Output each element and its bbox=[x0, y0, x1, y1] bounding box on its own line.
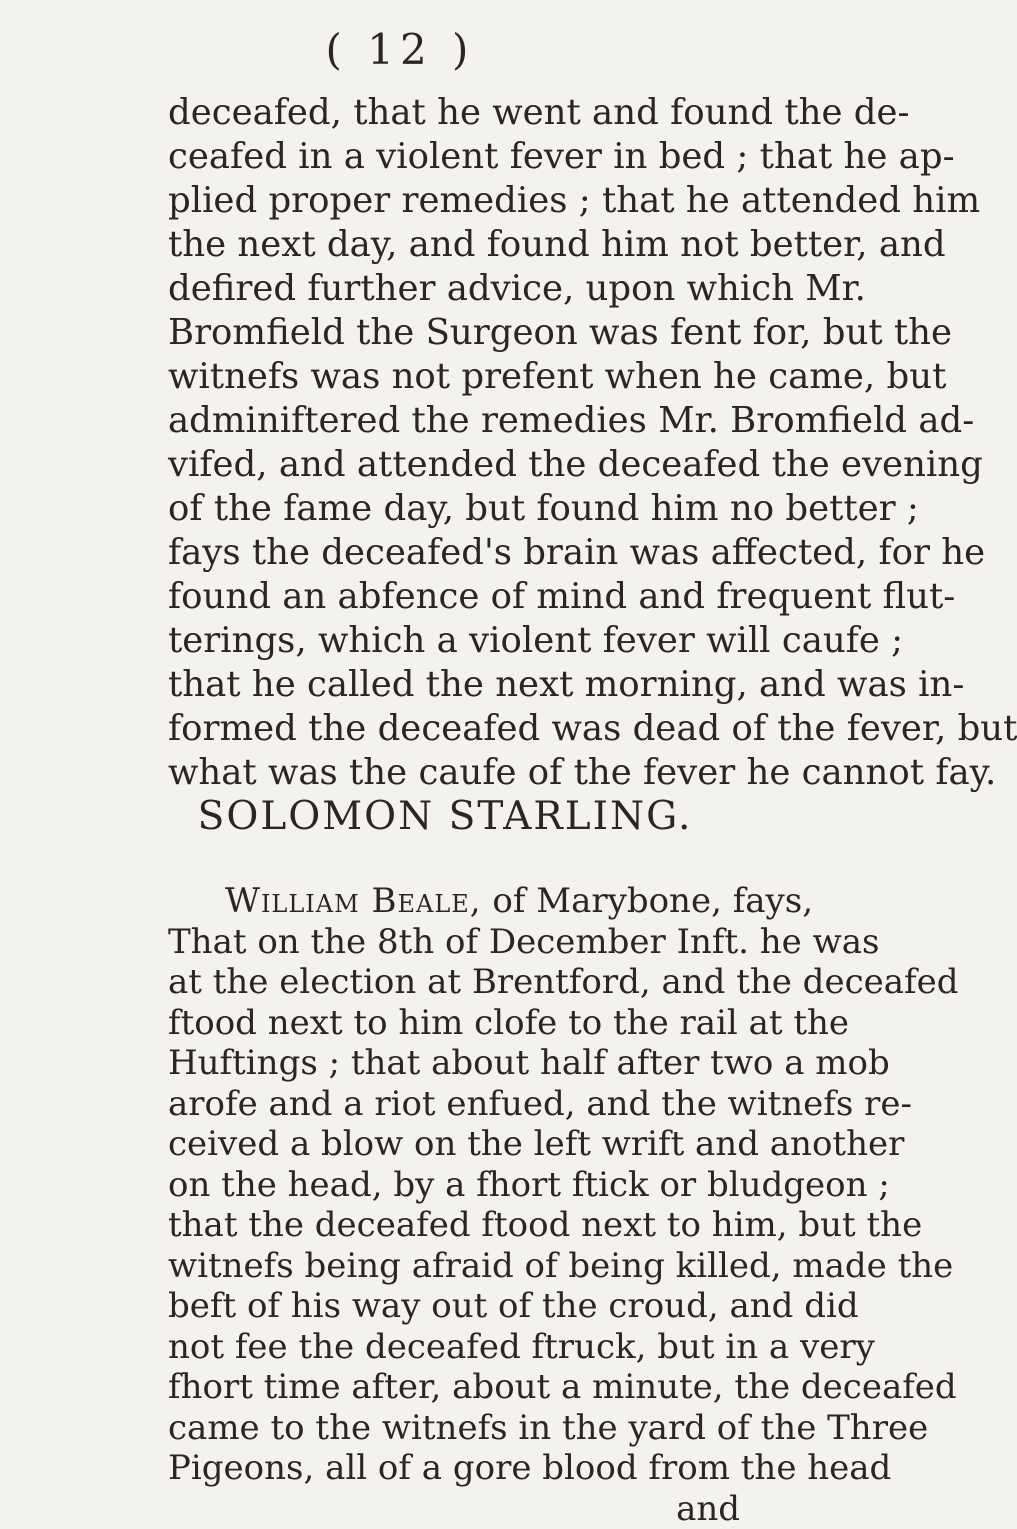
text-line: plied proper remedies ; that he attended him bbox=[168, 180, 981, 221]
text-line: found an abfence of mind and frequent flut- bbox=[168, 576, 956, 617]
text-line: that he called the next morning, and was in- bbox=[168, 664, 965, 705]
text-line: at the election at Brentford, and the deceafed bbox=[168, 962, 959, 1002]
text-line: ceafed in a violent fever in bed ; that he ap- bbox=[168, 136, 955, 177]
text-line: terings, which a violent fever will caufe ; bbox=[168, 620, 904, 661]
text-span: of Marybone, fays, bbox=[481, 881, 814, 921]
text-line: not fee the deceafed ftruck, but in a very bbox=[168, 1326, 875, 1367]
text-line: That on the 8th of December Inft. he was bbox=[168, 921, 880, 962]
text-line: arofe and a riot enfued, and the witnefs re- bbox=[168, 1083, 912, 1124]
text-line: fhort time after, about a minute, the deceafed bbox=[168, 1367, 957, 1407]
text-line: deceafed, that he went and found the de- bbox=[168, 92, 910, 133]
text-line: vifed, and attended the deceafed the evening bbox=[168, 444, 983, 485]
text-line: the next day, and found him not better, and bbox=[168, 224, 946, 265]
text-line: fays the deceafed's brain was affected, for he bbox=[168, 532, 986, 573]
text-line: adminiftered the remedies Mr. Bromfield ad- bbox=[168, 400, 975, 441]
witness-name: William Beale, bbox=[225, 881, 482, 921]
text-line: came to the witnefs in the yard of the Three bbox=[168, 1407, 929, 1448]
text-line: Huftings ; that about half after two a mob bbox=[168, 1043, 890, 1083]
signature: SOLOMON STARLING. bbox=[197, 794, 693, 839]
text-line: ceived a blow on the left wrift and another bbox=[168, 1124, 905, 1164]
page-number: ( 12 ) bbox=[325, 25, 475, 74]
text-line: witnefs being afraid of being killed, made the bbox=[168, 1245, 954, 1286]
text-line-first bbox=[225, 881, 814, 921]
text-line: ftood next to him clofe to the rail at the bbox=[168, 1002, 850, 1043]
text-line: witnefs was not prefent when he came, but bbox=[168, 356, 947, 397]
text-line: defired further advice, upon which Mr. bbox=[168, 268, 866, 309]
text-line: beft of his way out of the croud, and did bbox=[168, 1286, 859, 1326]
text-line: that the deceafed ftood next to him, but the bbox=[168, 1205, 923, 1245]
text-line: what was the caufe of the fever he cannot fay. bbox=[168, 752, 997, 793]
text-line: of the fame day, but found him no better ; bbox=[168, 488, 919, 529]
text-line: on the head, by a fhort ftick or bludgeon ; bbox=[168, 1164, 890, 1205]
text-line: formed the deceafed was dead of the fever, but bbox=[168, 708, 1017, 749]
text-line: Pigeons, all of a gore blood from the head bbox=[168, 1448, 892, 1488]
catchword: and bbox=[676, 1488, 740, 1529]
text-line: Bromfield the Surgeon was fent for, but the bbox=[168, 312, 953, 353]
